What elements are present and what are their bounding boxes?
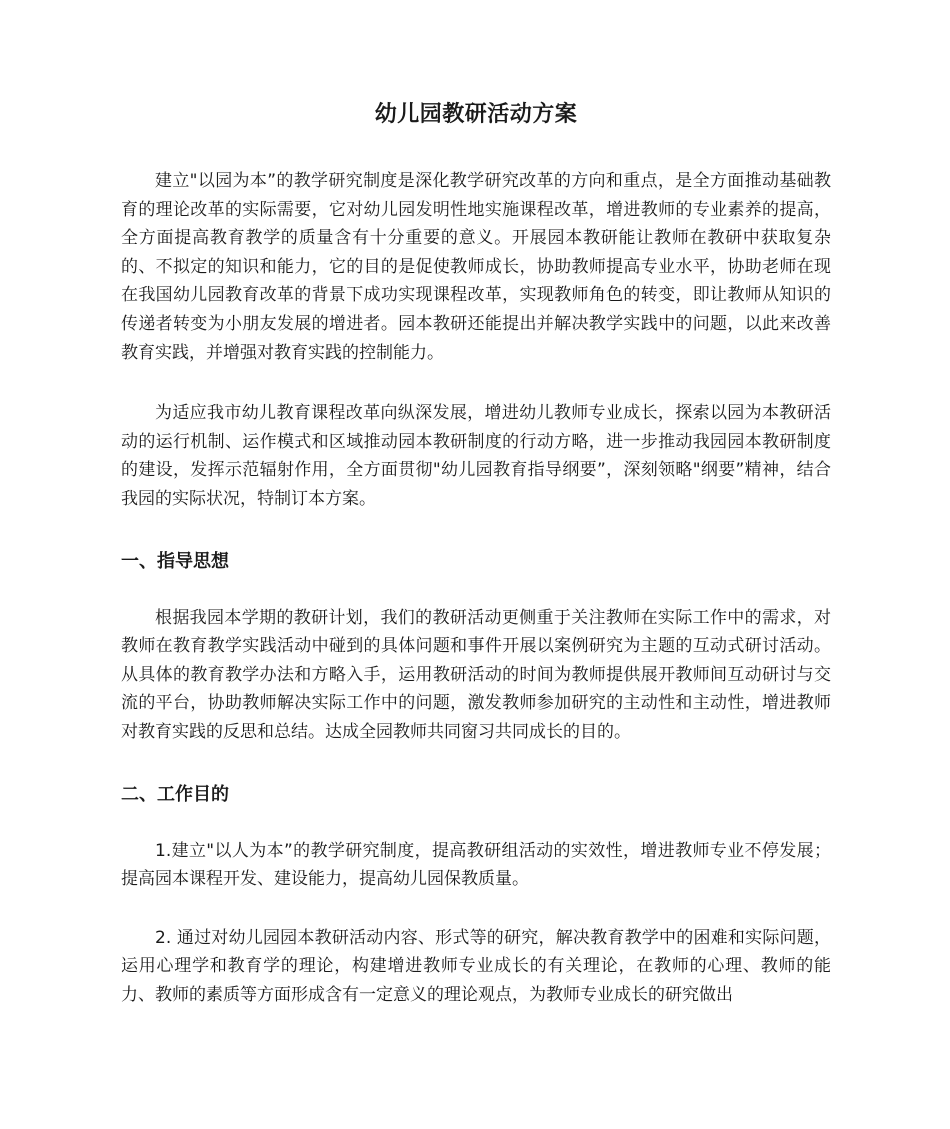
work-goal-item-2: 2. 通过对幼儿园园本教研活动内容、形式等的研究，解决教育教学中的困难和实际问题，运用心理学和教育学的理论，构建增进教师专业成长的有关理论，在教师的心理、教师的能力、教师的素质等方面形成含有一定意义的理论观点，为教师专业成长的研究做出 xyxy=(121,927,831,1005)
intro-paragraph-2: 为适应我市幼儿教育课程改革向纵深发展，增进幼儿教师专业成长，探索以园为本教研活动的运行机制、运作模式和区域推动园本教研制度的行动方略，进一步推动我园园本教研制度的建设，发挥示范辐射作用，全方面贯彻"幼儿园教育指导纲要”，深刻领略"纲要”精神，结合我园的实际状况，特制订本方案。 xyxy=(121,403,831,509)
work-goal-item-1: 1.建立"以人为本”的教学研究制度，提高教研组活动的实效性，增进教师专业不停发展；提高园本课程开发、建设能力，提高幼儿园保教质量。 xyxy=(121,840,831,890)
section-heading-guiding-ideology: 一、指导思想 xyxy=(121,550,229,572)
intro-paragraph-1: 建立"以园为本”的教学研究制度是深化教学研究改革的方向和重点，是全方面推动基础教育的理论改革的实际需要，它对幼儿园发明性地实施课程改革，增进教师的专业素养的提高，全方面提高教育教学的质量含有十分重要的意义。开展园本教研能让教师在教研中获取复杂的、不拟定的知识和能力，它的目的是促使教师成长，协助教师提高专业水平，协助老师在现在我国幼儿园教育改革的背景下成功实现课程改革，实现教师角色的转变，即让教师从知识的传递者转变为小朋友发展的增进者。园本教研还能提出并解决教学实践中的问题，以此来改善教育实践，并增强对教育实践的控制能力。 xyxy=(121,171,831,363)
document-title: 幼儿园教研活动方案 xyxy=(374,102,578,127)
section-paragraph-guiding-ideology: 根据我园本学期的教研计划，我们的教研活动更侧重于关注教师在实际工作中的需求，对教师在教育教学实践活动中碰到的具体问题和事件开展以案例研究为主题的互动式研讨活动。从具体的教育教学办法和方略入手，运用教研活动的时间为教师提供展开教师间互动研讨与交流的平台，协助教师解决实际工作中的问题，激发教师参加研究的主动性和主动性，增进教师对教育实践的反思和总结。达成全园教师共同窗习共同成长的目的。 xyxy=(121,607,831,742)
document-page xyxy=(121,0,831,1009)
section-heading-work-goals: 二、工作目的 xyxy=(121,783,229,805)
